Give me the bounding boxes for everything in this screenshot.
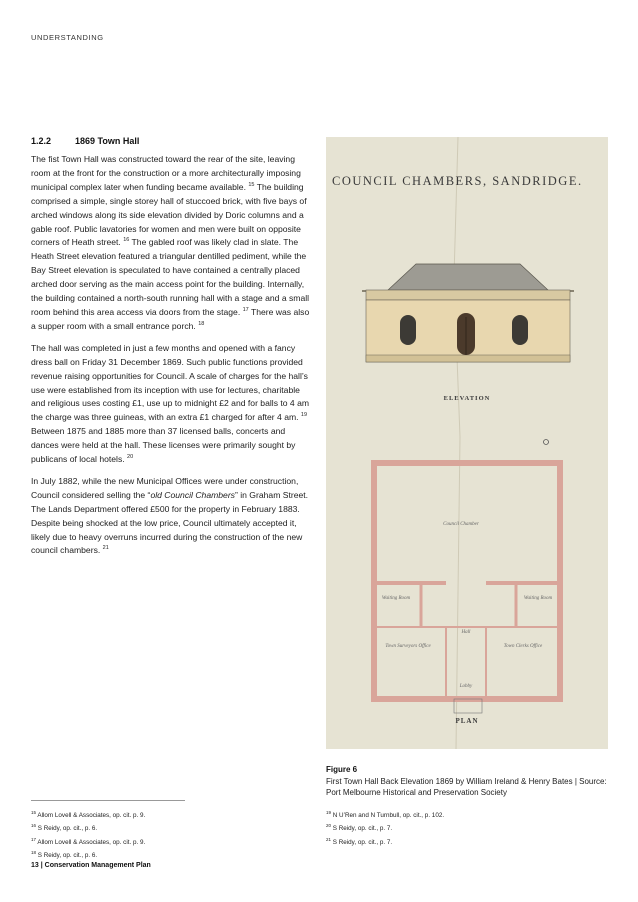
footnote-text: N U’Ren and N Turnbull, op. cit., p. 102.	[331, 812, 445, 820]
footnote-ref: 20	[127, 454, 134, 461]
room-label-hall: Hall	[461, 630, 471, 635]
paragraph-text: Between 1875 and 1885 more than 37 licensed balls, concerts and dances were held at the hall. These licenses were primarily sought by publicans of local hotels.	[31, 426, 296, 465]
footnote-number: 18	[31, 849, 37, 855]
footnote-ref: 18	[198, 321, 205, 328]
paragraph-text: In July 1882, while the new Municipal Offices were under construction, Council considered selling the “	[31, 475, 299, 500]
footnote-text: S Reidy, op. cit., p. 6.	[36, 851, 98, 859]
plan-label: PLAN	[455, 717, 479, 725]
footnote	[31, 848, 145, 861]
elevation-label: ELEVATION	[443, 395, 491, 402]
footnote-ref: 17	[242, 307, 249, 314]
page-footer: 13 | Conservation Management Plan	[31, 862, 151, 869]
section-heading	[31, 136, 139, 146]
footnote-text: Allom Lovell & Associates, op. cit. p. 9.	[36, 812, 146, 820]
footnote-number: 21	[326, 836, 332, 842]
footnote-ref: 16	[123, 237, 130, 244]
footnote-number: 20	[326, 823, 332, 829]
body-paragraph	[31, 342, 312, 467]
italic-text: old Council Chambers	[150, 489, 235, 500]
drawing-title: COUNCIL CHAMBERS, SANDRIDGE.	[332, 174, 583, 188]
figure-caption: First Town Hall Back Elevation 1869 by William Ireland & Henry Bates | Source: Port Melbourne Historical and Preservation Society	[326, 777, 607, 798]
footnote	[31, 808, 145, 821]
footnote	[326, 821, 444, 834]
room-label-waiting-room-left: Waiting Room	[381, 596, 411, 601]
footnote-number: 19	[326, 810, 332, 815]
footnote-text: S Reidy, op. cit., p. 7.	[331, 838, 393, 846]
room-label-lobby: Lobby	[459, 684, 473, 689]
paragraph-text: The gabled roof was likely clad in slate. The Heath Street elevation featured a triangular dentilled pediment, while the Bay Street elevation is speculated to have contained a centrally placed arched door serving as the main access point for the building. Internally, the building contained a north-south running hall with a stage and a small room behind this area access via doors from the stage.	[31, 237, 310, 317]
footnote	[31, 821, 145, 834]
footnote-number: 17	[31, 836, 37, 842]
body-paragraph	[31, 153, 312, 334]
room-label-surveyors-office: Town Surveyors Office	[385, 644, 431, 649]
body-paragraph	[31, 475, 312, 558]
footnote-ref: 19	[300, 412, 308, 419]
paragraph-text: There was also a supper room with a small entrance porch.	[31, 306, 310, 331]
footnote-ref: 21	[102, 545, 109, 552]
body-text	[31, 153, 312, 566]
footnotes-left	[31, 808, 145, 861]
footnote-text: S Reidy, op. cit., p. 7.	[331, 825, 393, 833]
footnote	[31, 835, 145, 848]
room-label-council-chamber: Council Chamber	[443, 522, 479, 527]
running-header: UNDERSTANDING	[31, 33, 104, 42]
footnote-text: Allom Lovell & Associates, op. cit. p. 9.	[36, 838, 146, 846]
section-title: 1869 Town Hall	[75, 136, 140, 146]
paragraph-text: The building comprised a simple, single storey hall of stuccoed brick, with five bays of arched windows along its side elevation divided by Doric columns and a gable roof. Public lavatories for women and men were built on opposite corners of Heath street.	[31, 181, 307, 248]
footnote	[326, 808, 444, 821]
footnote-number: 16	[31, 823, 37, 829]
room-label-waiting-room-right: Waiting Room	[523, 596, 553, 601]
footnote-text: S Reidy, op. cit., p. 6.	[36, 825, 98, 833]
section-number: 1.2.2	[31, 136, 52, 146]
room-label-clerks-office: Town Clerks Office	[503, 644, 543, 649]
figure-image	[326, 137, 608, 749]
paragraph-text: ” in Graham Street. The Lands Department offered £500 for the property in February 1883. Despite being shocked at the low price, Council ultimately accepted it, likely due to heavy overruns incurred during the construction of the new council chambers.	[31, 489, 309, 556]
footnote-number: 15	[31, 810, 37, 815]
paragraph-text: The hall was completed in just a few months and opened with a fancy dress ball on Friday 31 December 1869. Such public functions provided revenue raising opportunities for Council. A scale of charges for the hall’s use were established from its inception with use for lectures, charitable and religious uses costing £1, use up to midnight £2 and for balls to 4 am the charge was three guineas, with an extra £1 charged for after 4 am.	[31, 342, 310, 423]
paragraph-text: The fist Town Hall was constructed toward the rear of the site, leaving room at the front for the construction or a more architecturally imposing municipal complex later when funding became available.	[31, 154, 301, 192]
footnote	[326, 835, 444, 848]
footnotes-right	[326, 808, 444, 848]
figure-label: Figure 6	[326, 765, 358, 774]
footnote-rule	[31, 800, 185, 801]
footnote-ref: 15	[248, 181, 255, 188]
